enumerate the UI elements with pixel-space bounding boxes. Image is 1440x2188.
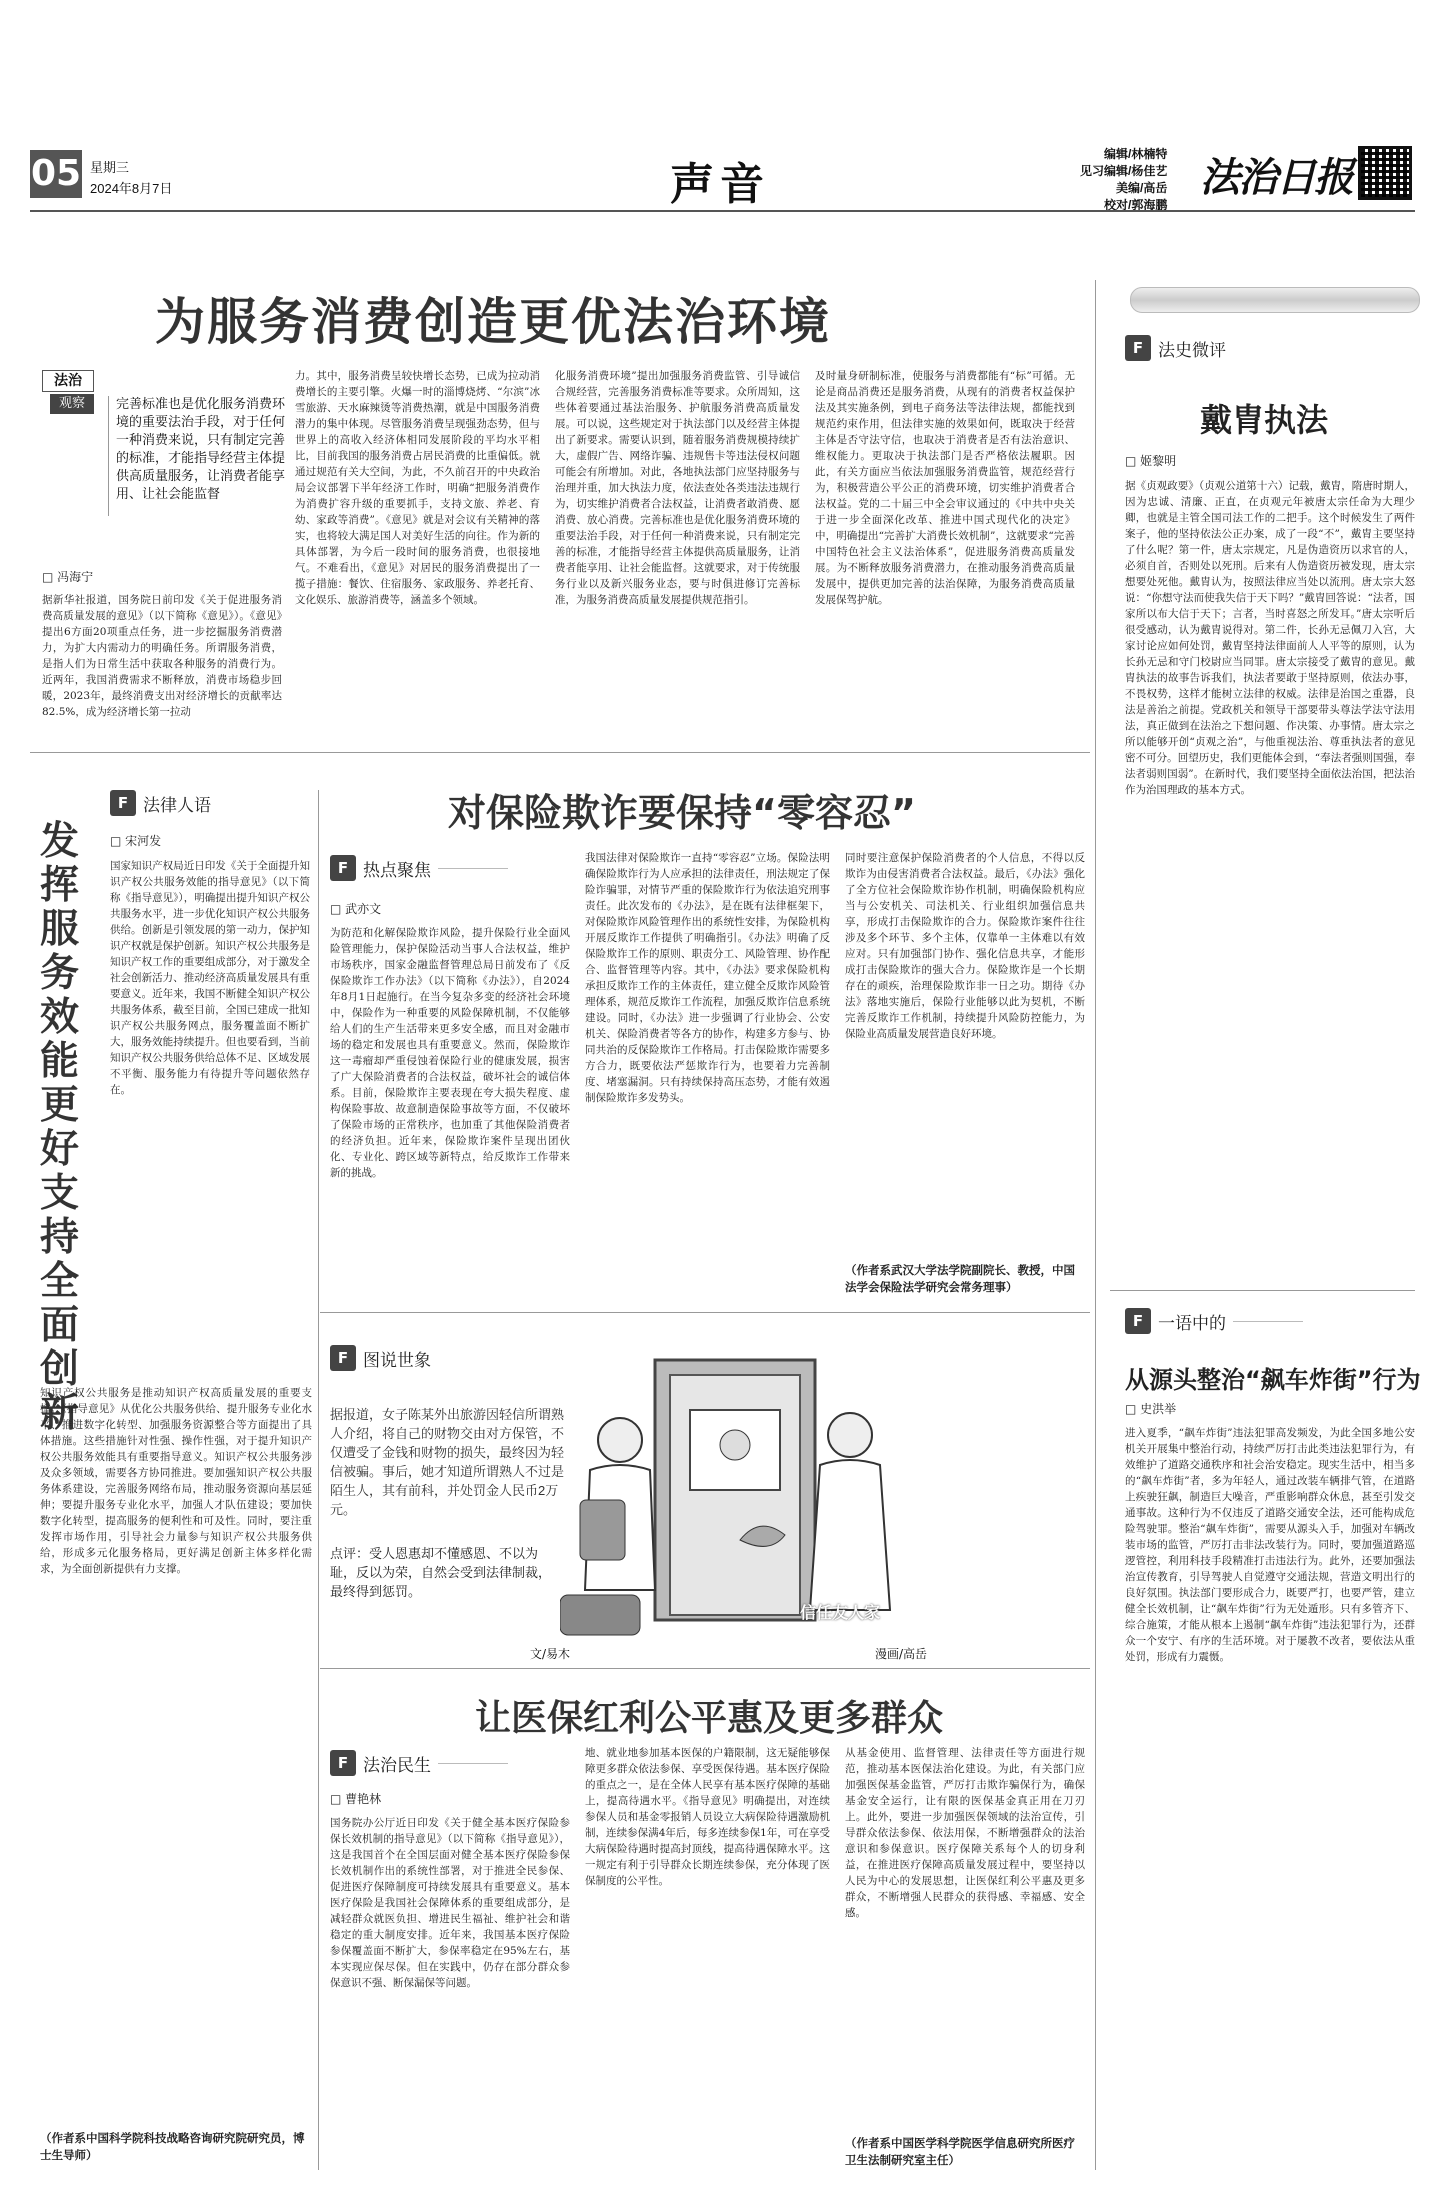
column-label-text: 图说世象 xyxy=(363,1350,431,1371)
woman-head xyxy=(598,1418,642,1462)
section-title: 声音 xyxy=(670,159,770,210)
ip-author: □ 宋河发 xyxy=(110,832,161,849)
suitcase xyxy=(560,1595,640,1635)
column-label-text: 一语中的 xyxy=(1158,1313,1226,1334)
host-head xyxy=(828,1413,872,1457)
commentary-divider xyxy=(108,396,109,516)
column-badge-icon: F xyxy=(330,1750,356,1776)
host-body xyxy=(810,1460,890,1610)
insurance-column-label xyxy=(330,855,508,881)
history-headline: 戴胄执法 xyxy=(1200,401,1329,439)
insurance-headline: 对保险欺诈要保持“零容忍” xyxy=(448,791,916,835)
insurance-source: （作者系武汉大学法学院副院长、教授，中国法学会保险法学研究会常务理事） xyxy=(845,1263,1075,1294)
main-author: □ 冯海宁 xyxy=(42,568,93,585)
cartoon-artist-credit: 漫画/高岳 xyxy=(875,1647,928,1661)
qr-code[interactable] xyxy=(1358,146,1412,200)
issue-date: 2024年8月7日 xyxy=(90,181,173,196)
editor-line: 美编/高岳 xyxy=(1116,181,1168,195)
label-rule xyxy=(438,1763,508,1764)
insurance-col2: 我国法律对保险欺诈一直持“零容忍”立场。保险法明确保险欺诈行为人应承担的法律责任，刑法规定了保险诈骗罪，对情节严重的保险欺诈行为依法追究刑事责任。此次发布的《办法》，是在既有法律框架下，对保险欺诈风险管理作出的系统性安排，为保险机构开展反欺诈工作提供了明确指引。《办法》明确了反保险欺诈工作的原则、职责分工、风险管理、协作配合、监督管理等内容。其中，《办法》要求保险机构承担反欺诈工作的主体责任，建立健全反欺诈风险管理体系，规范反欺诈工作流程，加强反欺诈信息系统建设。同时，《办法》进一步强调了行业协会、公安机关、保险消费者等各方的协作，构建多方参与、协同共治的反保险欺诈工作格局。打击保险欺诈需要多方合力，既要依法严惩欺诈行为，也要着力完善制度、堵塞漏洞。只有持续保持高压态势，才能有效遏制保险欺诈多发势头。 xyxy=(585,852,830,1104)
insurance-col3: 同时要注意保护保险消费者的个人信息，不得以反欺诈为由侵害消费者合法权益。最后，《办法》强化了全方位社会保险欺诈协作机制，明确保险机构应当与公安机关、司法机关、行业组织加强信息共享，形成打击保险欺诈的合力。保险欺诈案件往往涉及多个环节、多个主体，仅靠单一主体难以有效应对。只有加强部门协作、强化信息共享，才能形成打击保险欺诈的强大合力。保险欺诈是一个长期存在的顽疾，治理保险欺诈非一日之功。期待《办法》落地实施后，保险行业能够以此为契机，不断完善反欺诈工作机制，持续提升风险防控能力，为保险业高质量发展营造良好环境。 xyxy=(845,852,1085,1040)
ip-col2: 知识产权公共服务是推动知识产权高质量发展的重要支撑。《指导意见》从优化公共服务供给、提升服务专业化水平、推进数字化转型、加强服务资源整合等方面提出了具体措施。这些措施针对性强、操作性强，对于提升知识产权公共服务效能具有重要指导意义。知识产权公共服务涉及众多领域，需要各方协同推进。要加强知识产权公共服务体系建设，完善服务网络布局，推动服务资源向基层延伸；要提升服务专业化水平，加强人才队伍建设；要加快数字化转型，提高服务的便利性和可及性。同时，要注重发挥市场作用，引导社会力量参与知识产权公共服务供给，形成多元化服务格局，更好满足创新主体多样化需求，为全面创新提供有力支撑。 xyxy=(40,1387,312,1575)
insurance-author: □ 武亦文 xyxy=(330,900,381,917)
commentary-summary: 完善标准也是优化服务消费环境的重要法治手段，对于任何一种消费来说，只有制定完善的标准，才能指导经营主体提供高质量服务，让消费者能享用、让社会能监督 xyxy=(116,397,286,502)
medical-col1: 国务院办公厅近日印发《关于健全基本医疗保险参保长效机制的指导意见》（以下简称《指导意见》），这是我国首个在全国层面对健全基本医疗保险参保长效机制作出的系统性部署，对于推进全民参保、促进医疗保障制度可持续发展具有重要意义。基本医疗保险是我国社会保障体系的重要组成部分，是减轻群众就医负担、增进民生福祉、维护社会和谐稳定的重大制度安排。近年来，我国基本医疗保险参保覆盖面不断扩大，参保率稳定在95%左右，基本实现应保尽保。但在实践中，仍存在部分群众参保意识不强、断保漏保等问题。 xyxy=(330,1817,570,1989)
editor-line: 见习编辑/杨佳艺 xyxy=(1080,164,1168,178)
label-rule xyxy=(1233,1321,1303,1322)
portrait-head xyxy=(720,1430,750,1460)
cartoon-bubble: 信任友人家 xyxy=(800,1603,881,1622)
column-badge-icon: F xyxy=(330,1345,356,1371)
cartoon-column-label xyxy=(330,1345,431,1371)
smog-author: □ 史洪举 xyxy=(1125,1400,1176,1417)
column-label-text: 法史微评 xyxy=(1158,340,1226,361)
newspaper-logo: 法治日报 xyxy=(1200,154,1352,201)
column-badge-icon: F xyxy=(1125,335,1151,361)
column-label-text: 法治民生 xyxy=(363,1755,431,1776)
column-label-text: 热点聚焦 xyxy=(363,860,431,881)
history-author: □ 姬黎明 xyxy=(1125,452,1176,469)
masthead-divider xyxy=(30,210,1415,212)
right-rail-divider xyxy=(1095,280,1096,2170)
editor-credits xyxy=(1080,146,1167,214)
smog-body: 进入夏季，“飙车炸街”违法犯罪高发频发，为此全国多地公安机关开展集中整治行动，持续严厉打击此类违法犯罪行为，有效维护了道路交通秩序和社会治安稳定。现实生活中，相当多的“飙车炸街”者，多为年轻人，通过改装车辆排气管，在道路上疾驶狂飙，制造巨大噪音，严重影响群众休息，甚至引发交通事故。这种行为不仅违反了道路交通安全法，还可能构成危险驾驶罪。整治“飙车炸街”，需要从源头入手，加强对车辆改装市场的监管，严厉打击非法改装行为。同时，要加强道路巡逻管控，利用科技手段精准打击违法行为。此外，还要加强法治宣传教育，引导驾驶人自觉遵守交通法规，营造文明出行的良好氛围。执法部门要形成合力，既要严打，也要严管，建立健全长效机制，让“飙车炸街”行为无处遁形。只有多管齐下、综合施策，才能从根本上遏制“飙车炸街”违法犯罪行为，还群众一个安宁、有序的生活环境。对于屡教不改者，要依法从重处罚，形成有力震慑。 xyxy=(1125,1427,1415,1663)
history-body: 据《贞观政要》（贞观公道第十六）记载，戴胄，隋唐时期人，因为忠诚、清廉、正直，在贞观元年被唐太宗任命为大理少卿，也就是主管全国司法工作的二把手。这个时候发生了两件案子，他的坚持依法公正办案，成了一段“不”，戴胄主要坚持了什么呢？第一件，唐太宗规定，凡是伪造资历以求官的人，必须自首，否则处以死刑。后来有人伪造资历被发现，唐太宗想要处死他。戴胄认为，按照法律应当处以流刑。唐太宗大怒说：“你想守法而使我失信于天下吗？”戴胄回答说：“法者，国家所以布大信于天下；言者，当时喜怒之所发耳。”唐太宗听后很受感动，认为戴胄说得对。第二件，长孙无忌佩刀入宫，大家讨论应如何处罚，戴胄坚持法律面前人人平等的原则，认为长孙无忌和守门校尉应当同罪。唐太宗接受了戴胄的意见。戴胄执法的故事告诉我们，执法者要敢于坚持原则，依法办事，不畏权势，这样才能树立法律的权威。法律是治国之重器，良法是善治之前提。党政机关和领导干部要带头尊法学法守法用法，真正做到在法治之下想问题、作决策、办事情。唐太宗之所以能够开创“贞观之治”，与他重视法治、尊重执法者的意见密不可分。回望历史，我们更能体会到，“奉法者强则国强，奉法者弱则国弱”。在新时代，我们要坚持全面依法治国，把法治作为治国理政的基本方式。 xyxy=(1125,480,1415,796)
commentary-tag-top: 法治 xyxy=(42,370,94,392)
ip-headline: 发挥服务效能更好支持全面创新 xyxy=(40,819,80,1436)
smog-column-label xyxy=(1125,1308,1303,1334)
ip-source: （作者系中国科学院科技战略咨询研究院研究员，博士生导师） xyxy=(40,2131,305,2162)
ip-column-label xyxy=(110,790,211,816)
section-divider xyxy=(320,1312,1090,1313)
left-column-divider xyxy=(318,790,319,2170)
main-article-col4: 及时量身研制标准，使服务与消费都能有“标”可循。无论是商品消费还是服务消费，从现有的消费者权益保护法及其实施条例，到电子商务法等法律法规，都能找到规范约束作用，但法律实施的效果如何，既取决于经营主体是否守法守信，也取决于消费者是否有法治意识、维权能力。更取决于执法部门是否严格依法履职。因此，有关方面应当依法加强服务消费监管，规范经营行为，积极营造公平公正的消费环境，切实维护消费者合法权益。党的二十届三中全会审议通过的《中共中央关于进一步全面深化改革、推进中国式现代化的决定》中，明确提出“完善扩大消费长效机制”，这就要求“完善中国特色社会主义法治体系”，促进服务消费高质量发展。为不断释放服务消费潜力，在推动服务消费高质量发展中，提供更加完善的法治保障，为服务消费高质量发展保驾护航。 xyxy=(815,370,1075,606)
medical-author: □ 曹艳林 xyxy=(330,1790,381,1807)
editor-line: 校对/郭海鹏 xyxy=(1104,198,1168,212)
medical-column-label xyxy=(330,1750,508,1776)
cartoon-writer-credit: 文/易木 xyxy=(530,1647,571,1661)
main-headline: 为服务消费创造更优法治环境 xyxy=(155,293,831,351)
ip-col1: 国家知识产权局近日印发《关于全面提升知识产权公共服务效能的指导意见》（以下简称《指导意见》），明确提出提升知识产权公共服务水平，进一步优化知识产权公共服务供给。创新是引领发展的第一动力，保护知识产权就是保护创新。知识产权公共服务是知识产权工作的重要组成部分，对于激发全社会创新活力、推动经济高质量发展具有重要意义。近年来，我国不断健全知识产权公共服务体系，截至目前，全国已建成一批知识产权公共服务网点，服务覆盖面不断扩大，服务效能持续提升。但也要看到，当前知识产权公共服务供给总体不足、区域发展不平衡、服务能力有待提升等问题依然存在。 xyxy=(110,860,310,1096)
medical-headline: 让医保红利公平惠及更多群众 xyxy=(475,1698,944,1739)
medical-col2: 地、就业地参加基本医保的户籍限制，这无疑能够保障更多群众依法参保、享受医保待遇。基本医疗保险的重点之一，是在全体人民享有基本医疗保障的基础上，提高待遇水平。《指导意见》明确提出，对连续参保人员和基金零报销人员设立大病保险待遇激励机制，连续参保满4年后，每多连续参保1年，可在享受大病保险待遇时提高封顶线，提高待遇保障水平。这一规定有利于引导群众长期连续参保，充分体现了医保制度的公平性。 xyxy=(585,1747,830,1887)
main-article-col3: 化服务消费环境”提出加强服务消费监管、引导诚信合规经营，完善服务消费标准等要求。众所周知，这些体着要通过基法治服务、护航服务消费高质量发展。可以说，这些规定对于执法部门以及经营主体提出了新要求。需要认识到，随着服务消费规模持续扩大，虚假广告、网络诈骗、违规售卡等违法侵权问题可能会有所增加。对此，各地执法部门应坚持服务与治理并重，加大执法力度，依法查处各类违法违规行为，切实维护消费者合法权益，让消费者敢消费、愿消费、放心消费。完善标准也是优化服务消费环境的重要法治手段，对于任何一种消费来说，只有制定完善的标准，才能指导经营主体提供高质量服务，让消费者能享用、让社会能监督。这就要求，对于传统服务行业以及新兴服务业态，要与时俱进修订完善标准，为服务消费高质量发展提供规范指引。 xyxy=(555,370,800,606)
commentary-tag-bottom: 观察 xyxy=(50,394,94,414)
insurance-col1: 为防范和化解保险欺诈风险，提升保险行业全面风险管理能力，保护保险活动当事人合法权益，维护市场秩序，国家金融监督管理总局日前发布了《反保险欺诈工作办法》（以下简称《办法》），自2024年8月1日起施行。在当今复杂多变的经济社会环境中，保险作为一种重要的风险保障机制，不仅能够给人们的生产生活带来更多安全感，而且对金融市场的稳定和发展也具有重要意义。然而，保险欺诈这一毒瘤却严重侵蚀着保险行业的健康发展，损害了广大保险消费者的合法权益，破坏社会的诚信体系。目前，保险欺诈主要表现在夸大损失程度、虚构保险事故、故意制造保险事故等方面，不仅破坏了保险市场的正常秩序，也加重了其他保险消费者的经济负担。近年来，保险欺诈案件呈现出团伙化、专业化、跨区域等新特点，给反欺诈工作带来新的挑战。 xyxy=(330,927,570,1179)
medical-col3: 从基金使用、监督管理、法律责任等方面进行规范，推动基本医保法治化建设。为此，有关部门应加强医保基金监管，严厉打击欺诈骗保行为，确保基金安全运行，让有限的医保基金真正用在刀刃上。此外，要进一步加强医保领域的法治宣传，引导群众依法参保、依法用保，不断增强群众的法治意识和参保意识。医疗保障关系每个人的切身利益，在推进医疗保障高质量发展过程中，要坚持以人民为中心的发展思想，让医保红利公平惠及更多群众，不断增强人民群众的获得感、幸福感、安全感。 xyxy=(845,1747,1085,1919)
weekday: 星期三 xyxy=(90,160,130,175)
section-divider xyxy=(320,1668,1090,1669)
main-article-col2: 力。其中，服务消费呈较快增长态势，已成为拉动消费增长的主要引擎。火爆一时的淄博烧烤、“尔滨”冰雪旅游、天水麻辣烫等消费热潮，就是中国服务消费潜力的集中体现。尽管服务消费呈现强劲态势，但与世界上的高收入经济体相同发展阶段的平均水平相比，目前我国的服务消费占居民消费的比重偏低。就通过规范有关大空间，为此，不久前召开的中央政治局会议部署下半年经济工作时，明确“把服务消费作为消费扩容升级的重要抓手，支持文旅、养老、育幼、家政等消费”。《意见》就是对会议有关精神的落实，也将较大满足国人对美好生活的向往。作为新的具体部署，为今后一段时间的服务消费，也很接地气。不难看出，《意见》对居民的服务消费提出了一揽子措施：餐饮、住宿服务、家政服务、养老托育、文化娱乐、旅游消费等，涵盖多个领域。 xyxy=(295,370,540,606)
history-column-label xyxy=(1125,335,1226,361)
page-number: 05 xyxy=(30,150,82,198)
cartoon-caption: 据报道，女子陈某外出旅游因轻信所谓熟人介绍，将自己的财物交由对方保管，不仅遭受了金钱和财物的损失，最终因为轻信被骗。事后，她才知道所谓熟人不过是陌生人，其有前科，并处罚金人民币2万元。 xyxy=(330,1407,565,1517)
smog-headline: 从源头整治“飙车炸街”行为 xyxy=(1125,1366,1421,1394)
right-rail-section-divider xyxy=(1110,1290,1415,1291)
column-badge-icon: F xyxy=(1125,1308,1151,1334)
editor-line: 编辑/林楠特 xyxy=(1104,147,1168,161)
medical-source: （作者系中国医学科学院医学信息研究所医疗卫生法制研究室主任） xyxy=(845,2136,1075,2167)
cartoon-illustration xyxy=(560,1350,910,1640)
section-divider xyxy=(30,752,1090,753)
column-label-text: 法律人语 xyxy=(143,795,211,816)
cartoon-commentary: 点评：受人恩惠却不懂感恩、不以为耻，反以为荣，自然会受到法律制裁，最终得到惩罚。 xyxy=(330,1547,552,1600)
backpack xyxy=(580,1500,625,1560)
column-badge-icon: F xyxy=(330,855,356,881)
label-rule xyxy=(438,868,508,869)
main-article-col1: 据新华社报道，国务院日前印发《关于促进服务消费高质量发展的意见》（以下简称《意见》）。《意见》提出6方面20项重点任务，进一步挖掘服务消费潜力，为扩大内需动力的明确任务。所谓服务消费，是指人们为日常生活中获取各种服务的消费行为。近两年，我国消费需求不断释放，消费市场稳步回暖，2023年，最终消费支出对经济增长的贡献率达82.5%，成为经济增长第一拉动 xyxy=(42,594,282,718)
column-badge-icon: F xyxy=(110,790,136,816)
scroll-ornament xyxy=(1130,287,1420,313)
